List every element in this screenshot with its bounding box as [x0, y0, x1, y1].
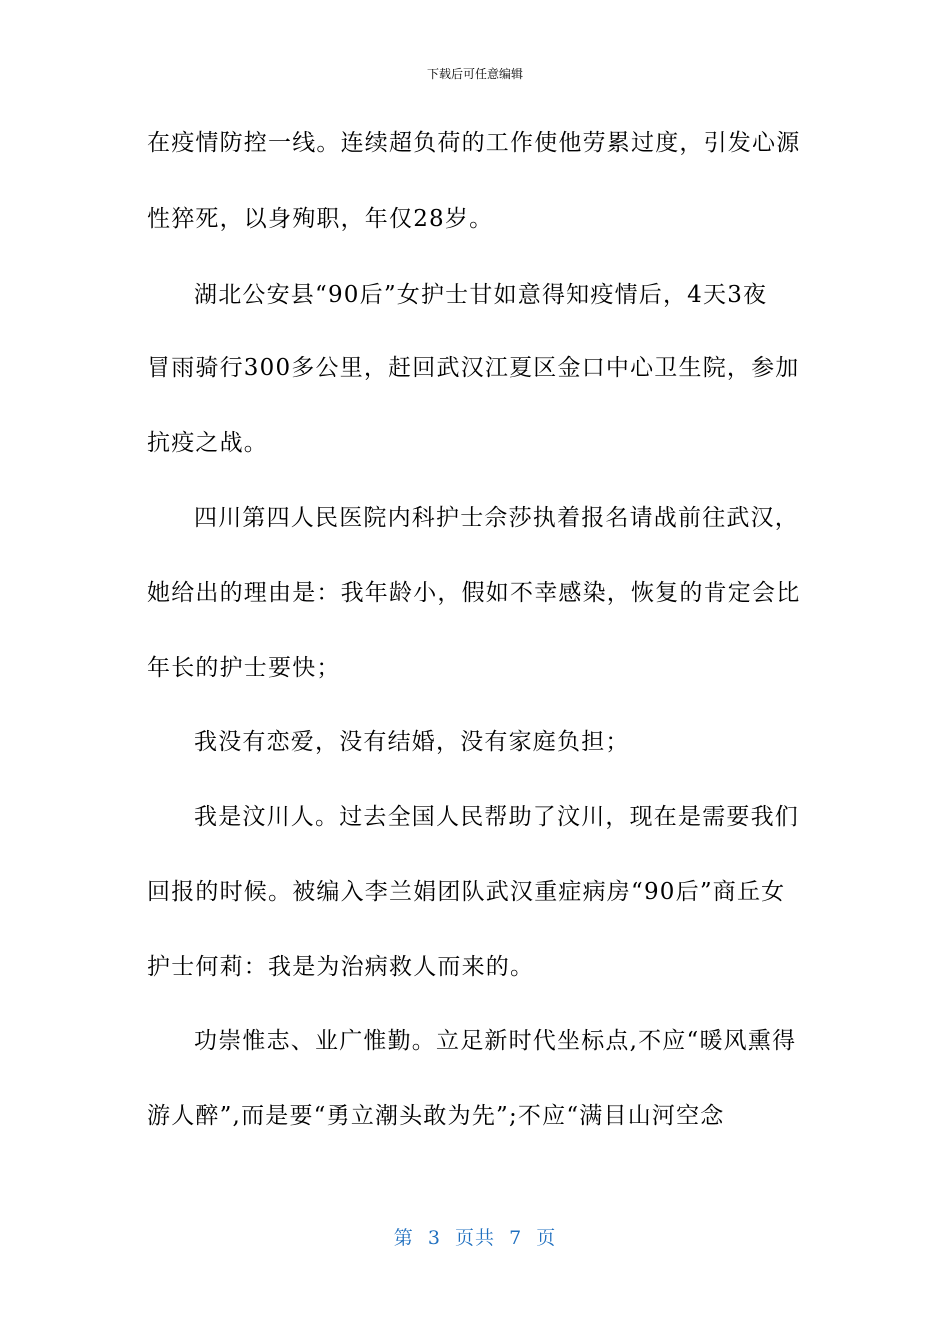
- page-number-footer: 第 3 页共 7 页: [393, 1227, 557, 1249]
- body-line: 抗疫之战。: [147, 430, 268, 456]
- page-header: 下载后可任意编辑: [426, 67, 523, 81]
- body-line: 在疫情防控一线。连续超负荷的工作使他劳累过度，引发心源: [147, 130, 801, 156]
- body-line: 护士何莉：我是为治病救人而来的。: [147, 954, 535, 980]
- body-line: 她给出的理由是：我年龄小，假如不幸感染，恢复的肯定会比: [147, 580, 801, 606]
- body-line: 性猝死，以身殉职，年仅28岁。: [147, 206, 494, 232]
- paragraph-first-line: 我没有恋爱，没有结婚，没有家庭负担；: [194, 729, 630, 755]
- paragraph-first-line: 我是汶川人。过去全国人民帮助了汶川，现在是需要我们: [194, 804, 799, 830]
- paragraph-first-line: 四川第四人民医院内科护士佘莎执着报名请战前往武汉，: [194, 505, 799, 531]
- body-line: 年长的护士要快；: [147, 655, 341, 681]
- body-line: 游人醉”,而是要“勇立潮头敢为先”;不应“满目山河空念: [147, 1103, 725, 1129]
- paragraph-first-line: 湖北公安县“90后”女护士甘如意得知疫情后，4天3夜: [194, 282, 768, 308]
- body-line: 冒雨骑行300多公里，赶回武汉江夏区金口中心卫生院，参加: [147, 355, 800, 381]
- body-line: 回报的时候。被编入李兰娟团队武汉重症病房“90后”商丘女: [147, 879, 786, 905]
- paragraph-first-line: 功崇惟志、业广惟勤。立足新时代坐标点,不应“暖风熏得: [194, 1028, 797, 1054]
